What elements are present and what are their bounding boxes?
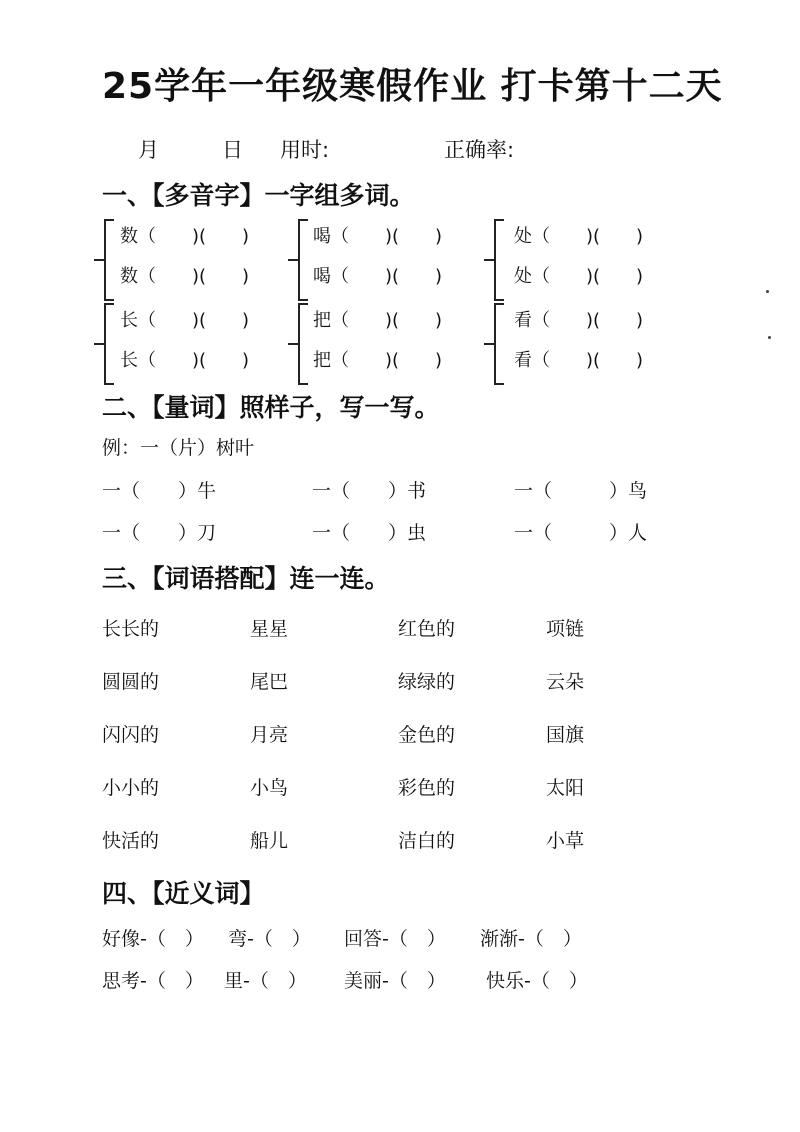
- synonym-item: 好像-（ ）: [102, 928, 204, 950]
- match-noun[interactable]: 小鸟: [250, 777, 289, 799]
- match-adjective[interactable]: 快活的: [102, 830, 160, 852]
- match-noun[interactable]: 项链: [546, 618, 585, 640]
- match-noun[interactable]: 小草: [546, 830, 585, 852]
- synonym-item: 里-（ ）: [224, 970, 307, 992]
- match-noun[interactable]: 尾巴: [250, 671, 289, 693]
- match-adjective[interactable]: 红色的: [398, 618, 456, 640]
- match-adjective[interactable]: 洁白的: [398, 830, 456, 852]
- polyphone-item: 数（ )( ): [120, 226, 250, 247]
- measure-word-item: 一（ ）刀: [102, 522, 217, 544]
- brace-icon: [288, 218, 312, 302]
- section1-heading: 一、【多音字】一字组多词。: [102, 181, 415, 210]
- brace-icon: [484, 218, 508, 302]
- synonym-item: 渐渐-（ ）: [480, 928, 582, 950]
- scan-dot: [766, 290, 769, 293]
- section2-heading: 二、【量词】照样子，写一写。: [102, 393, 440, 422]
- match-adjective[interactable]: 小小的: [102, 777, 160, 799]
- synonym-item: 弯-（ ）: [228, 928, 311, 950]
- synonym-item: 美丽-（ ）: [344, 970, 446, 992]
- match-noun[interactable]: 船儿: [250, 830, 289, 852]
- polyphone-item: 看（ )( ): [514, 350, 644, 371]
- polyphone-item: 喝（ )( ): [313, 266, 443, 287]
- polyphone-item: 长（ )( ): [120, 310, 250, 331]
- match-adjective[interactable]: 圆圆的: [102, 671, 160, 693]
- section4-heading: 四、【近义词】: [102, 879, 265, 908]
- measure-word-example: 例：一（片）树叶: [102, 437, 255, 459]
- synonym-item: 思考-（ ）: [102, 970, 204, 992]
- match-adjective[interactable]: 金色的: [398, 724, 456, 746]
- polyphone-item: 处（ )( ): [514, 226, 644, 247]
- match-noun[interactable]: 太阳: [546, 777, 585, 799]
- polyphone-item: 处（ )( ): [514, 266, 644, 287]
- page-title: 25学年一年级寒假作业 打卡第十二天: [102, 66, 723, 107]
- scan-dot: [768, 336, 771, 339]
- match-noun[interactable]: 国旗: [546, 724, 585, 746]
- brace-icon: [288, 302, 312, 386]
- polyphone-item: 数（ )( ): [120, 266, 250, 287]
- time-used-label: 用时:: [280, 138, 330, 162]
- match-adjective[interactable]: 绿绿的: [398, 671, 456, 693]
- match-adjective[interactable]: 彩色的: [398, 777, 456, 799]
- synonym-item: 快乐-（ ）: [486, 970, 588, 992]
- match-noun[interactable]: 云朵: [546, 671, 585, 693]
- day-label: 日: [222, 138, 243, 162]
- match-adjective[interactable]: 闪闪的: [102, 724, 160, 746]
- measure-word-item: 一（ ）鸟: [514, 480, 648, 502]
- accuracy-label: 正确率:: [444, 138, 515, 162]
- polyphone-item: 长（ )( ): [120, 350, 250, 371]
- brace-icon: [94, 302, 118, 386]
- polyphone-item: 喝（ )( ): [313, 226, 443, 247]
- brace-icon: [94, 218, 118, 302]
- synonym-item: 回答-（ ）: [344, 928, 446, 950]
- section3-heading: 三、【词语搭配】连一连。: [102, 564, 390, 593]
- brace-icon: [484, 302, 508, 386]
- measure-word-item: 一（ ）书: [312, 480, 427, 502]
- match-adjective[interactable]: 长长的: [102, 618, 160, 640]
- measure-word-item: 一（ ）虫: [312, 522, 427, 544]
- match-noun[interactable]: 星星: [250, 618, 289, 640]
- month-label: 月: [138, 138, 159, 162]
- match-noun[interactable]: 月亮: [250, 724, 289, 746]
- polyphone-item: 把（ )( ): [313, 310, 443, 331]
- polyphone-item: 看（ )( ): [514, 310, 644, 331]
- measure-word-item: 一（ ）牛: [102, 480, 217, 502]
- polyphone-item: 把（ )( ): [313, 350, 443, 371]
- measure-word-item: 一（ ）人: [514, 522, 648, 544]
